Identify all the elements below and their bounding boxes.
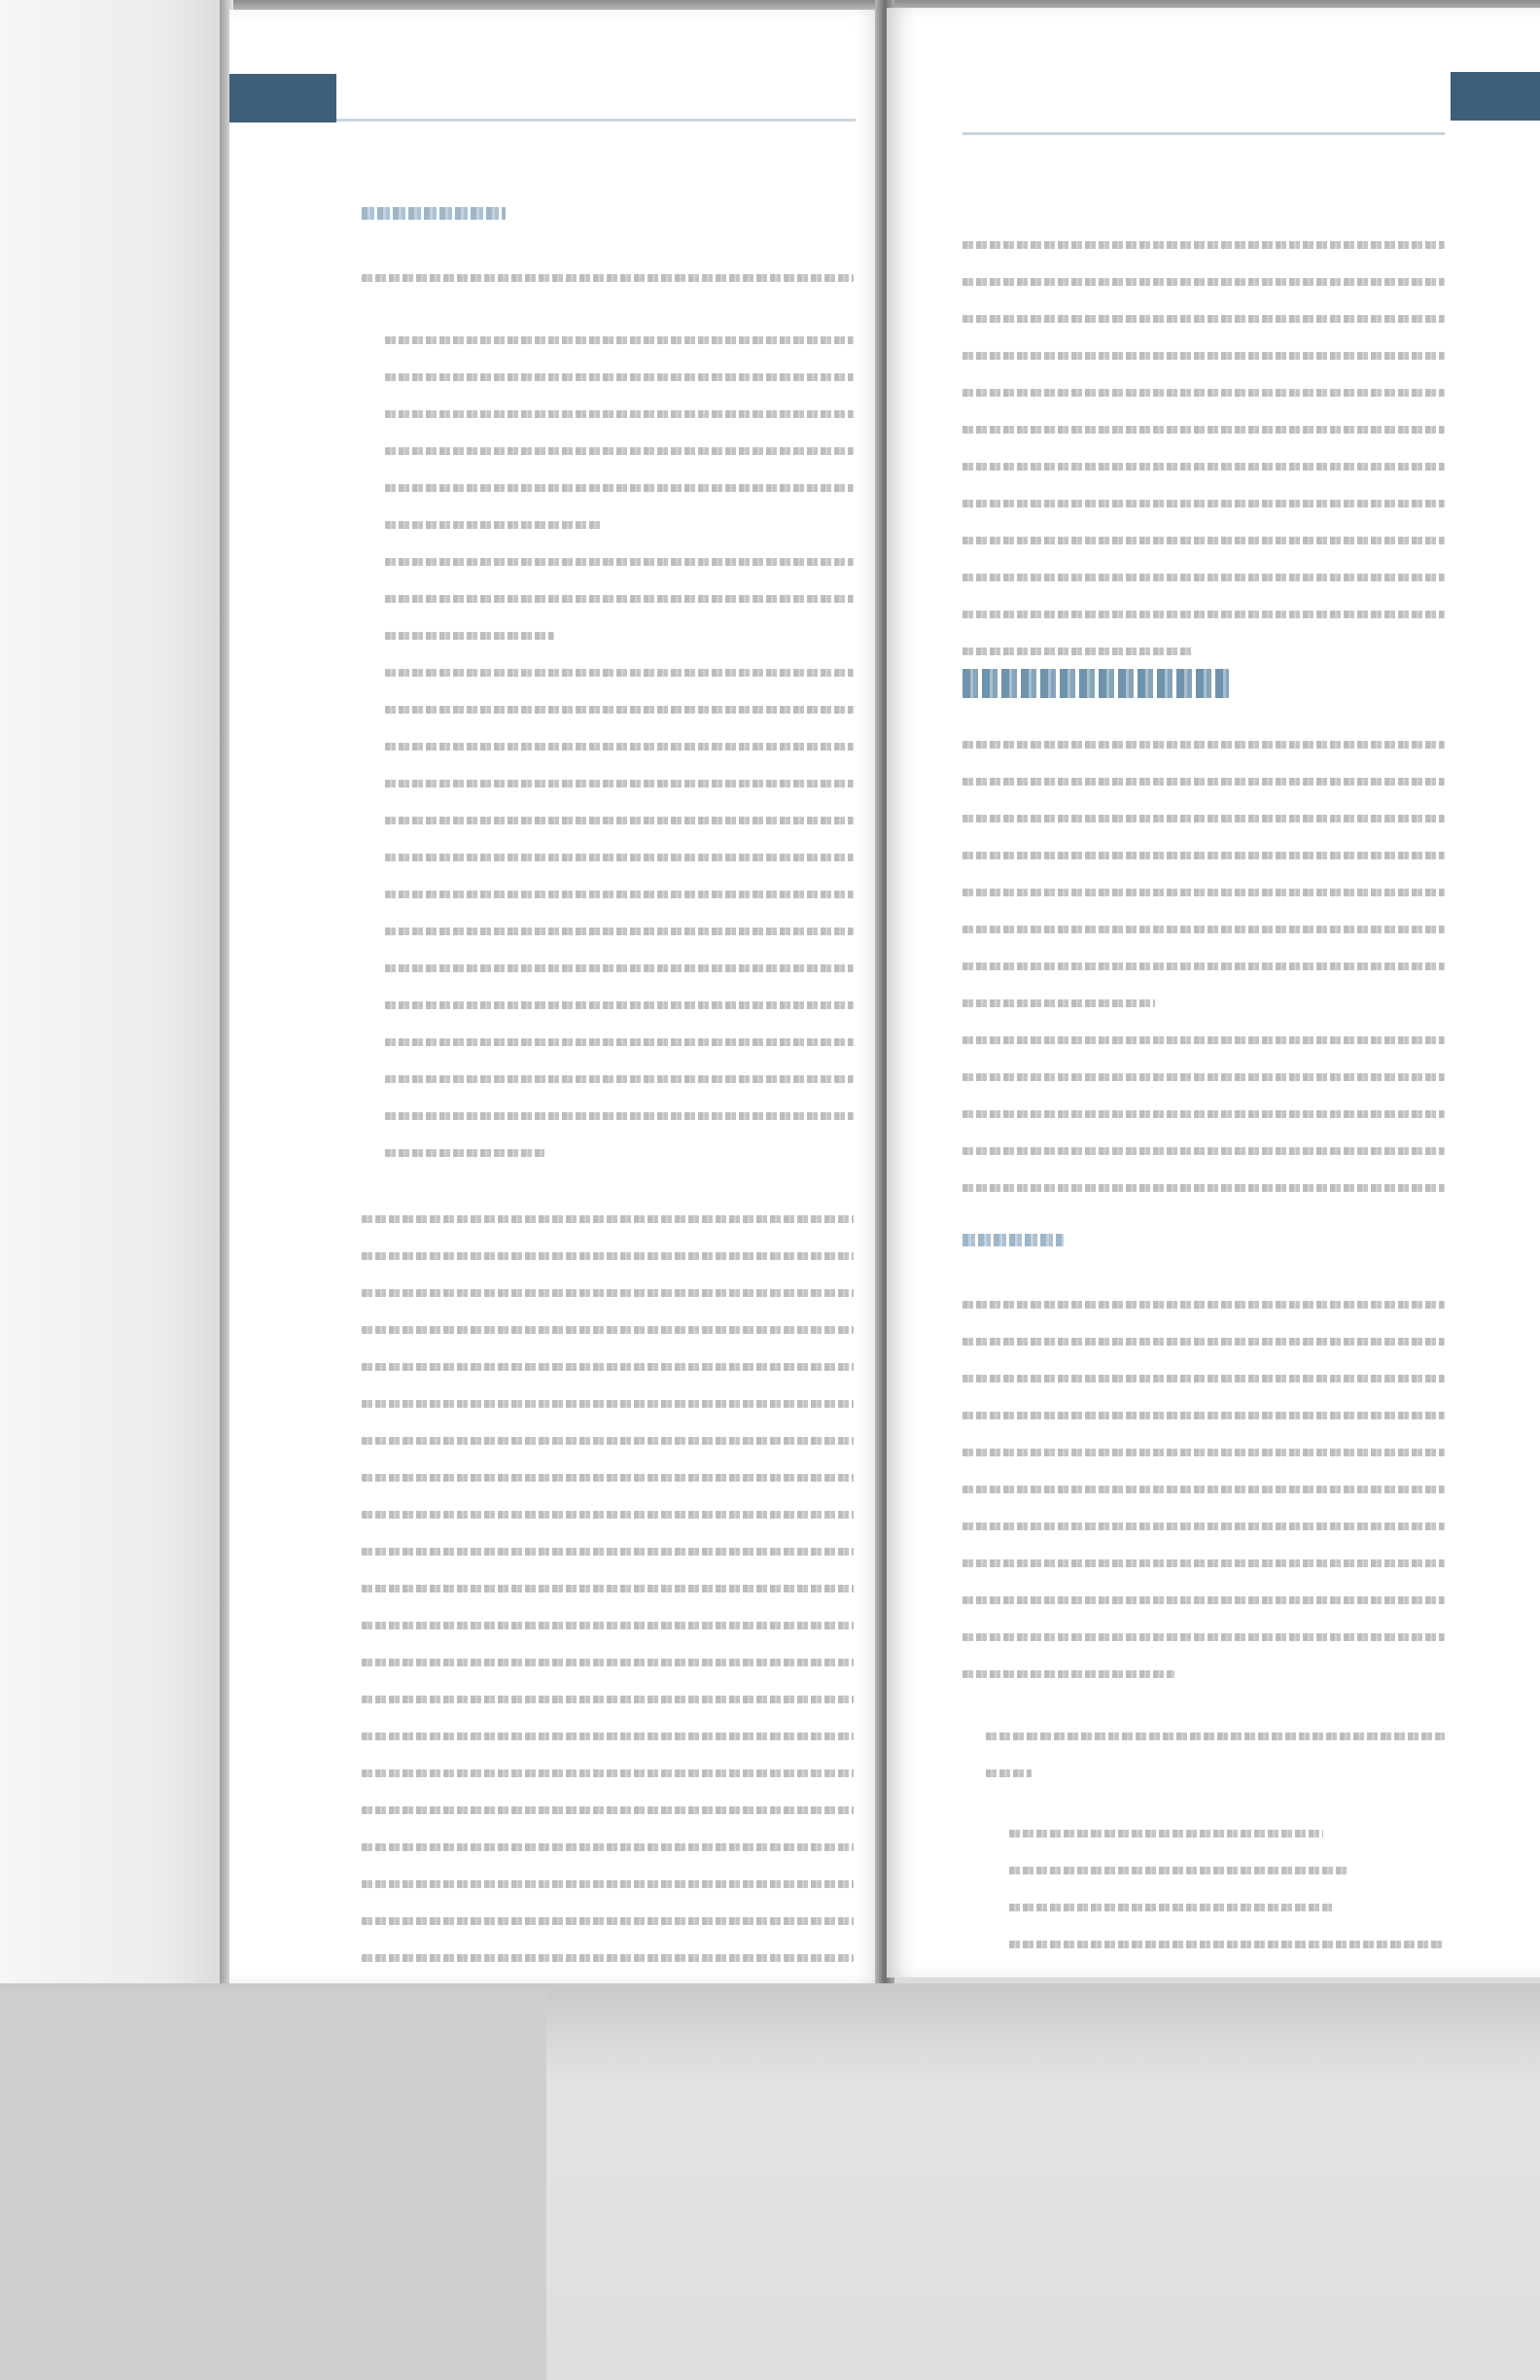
intro-paragraph	[362, 259, 854, 296]
body-paragraph	[962, 1285, 1445, 1655]
section-heading	[362, 194, 854, 243]
left-page	[229, 10, 885, 1983]
list-item	[362, 469, 854, 542]
subsection-heading	[962, 1221, 1445, 1270]
chapter-tab	[229, 74, 336, 122]
body-paragraph	[962, 226, 1445, 669]
list-item	[986, 1888, 1445, 1925]
right-page-body	[962, 226, 1445, 1962]
list-item	[986, 1925, 1445, 1962]
photo-left-margin	[0, 0, 233, 1991]
body-paragraph	[962, 1021, 1445, 1206]
list-item	[362, 727, 854, 912]
body-paragraph	[362, 1828, 854, 1983]
list-item	[962, 1717, 1445, 1791]
numbered-list	[362, 321, 854, 1171]
page-number-tab	[1451, 72, 1540, 121]
body-paragraph	[962, 725, 1445, 1021]
body-paragraph	[962, 1655, 1445, 1692]
list-item	[986, 1814, 1445, 1851]
list-item	[362, 653, 854, 727]
list-item	[362, 912, 854, 1171]
major-heading	[962, 659, 1445, 708]
photo-bottom-surface-left	[0, 1991, 546, 2380]
left-page-body	[362, 228, 854, 1983]
numbered-list	[962, 1717, 1445, 1791]
header-rule-right	[962, 132, 1445, 135]
right-page	[887, 8, 1540, 1978]
bullet-list	[986, 1814, 1445, 1962]
list-item	[362, 321, 854, 469]
list-item	[986, 1851, 1445, 1888]
body-paragraph	[362, 1200, 854, 1828]
list-item	[362, 542, 854, 653]
header-rule-left	[336, 119, 856, 122]
